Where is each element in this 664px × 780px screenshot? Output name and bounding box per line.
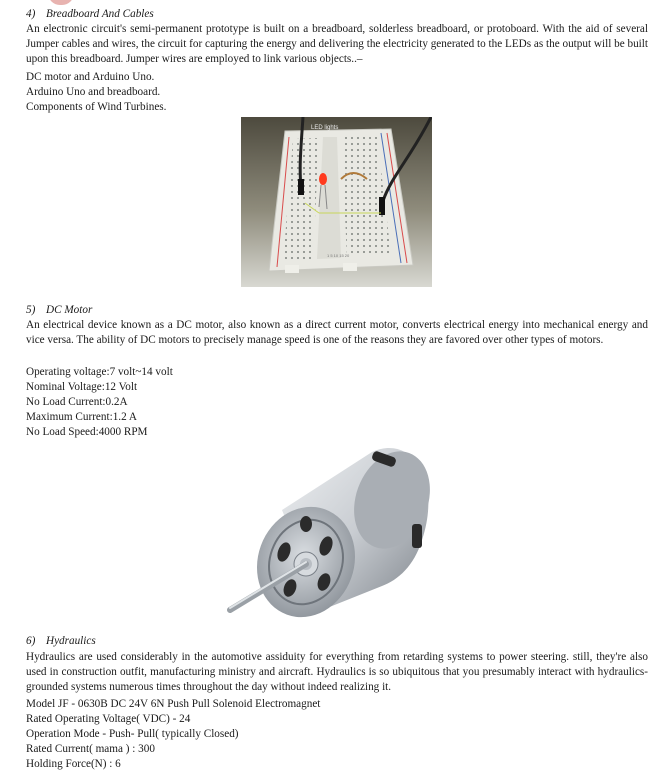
section-heading-dc-motor (26, 303, 92, 318)
page-top-decoration (48, 0, 74, 5)
breadboard-line-2: Arduino Uno and breadboard. (26, 86, 161, 98)
breadboard-image (241, 117, 432, 287)
section-title: Hydraulics (46, 635, 96, 647)
hydraulics-spec-5: Holding Force(N) : 6 (26, 758, 121, 770)
section-number: 4) (26, 8, 36, 20)
section-title: DC Motor (46, 304, 93, 316)
dc-motor-spec-4: Maximum Current:1.2 A (26, 411, 137, 423)
led-label: LED lights (311, 125, 339, 131)
hydraulics-paragraph: Hydraulics are used considerably in the automotive assiduity for everything from retarding systems to power steering. still, they're also used in construction outfit, manufacturing ministry and aircraft. Hydraulics is so ubiquitous that you presumably interact with hydraulics- grounded systems numerous times throughout the day without indeed realizing it. (26, 651, 648, 694)
dc-motor-spec-3: No Load Current:0.2A (26, 396, 128, 408)
breadboard-paragraph: An electronic circuit's semi-permanent prototype is built on a breadboard, solderless breadboard, or protoboard. With the aid of several Jumper cables and wires, the circuit for capturing the energy and delivering the electricity generated to the LEDs as the output will be built upon this breadboard. Jumper wires are employed to link various objects..– (26, 23, 648, 66)
section-number: 5) (26, 304, 36, 316)
breadboard-line-1: DC motor and Arduino Uno. (26, 71, 155, 83)
section-number: 6) (26, 635, 36, 647)
hydraulics-spec-3: Operation Mode - Push- Pull( typically Closed) (26, 728, 239, 740)
dc-motor-spec-2: Nominal Voltage:12 Volt (26, 381, 138, 393)
hydraulics-spec-4: Rated Current( mama ) : 300 (26, 743, 155, 755)
dc-motor-spec-1: Operating voltage:7 volt~14 volt (26, 366, 173, 378)
dc-motor-paragraph: An electrical device known as a DC motor, also known as a direct current motor, converts electrical energy into mechanical energy and vice versa. The ability of DC motors to precisely manage speed is one of the reasons they are favored over other types of motors. (26, 319, 648, 347)
section-heading-breadboard (26, 7, 154, 22)
hydraulics-spec-2: Rated Operating Voltage( VDC) - 24 (26, 713, 191, 725)
section-heading-hydraulics (26, 634, 96, 649)
board-column-numbers: 1 5 10 15 20 (327, 253, 350, 258)
section-title: Breadboard And Cables (46, 8, 154, 20)
dc-motor-spec-5: No Load Speed:4000 RPM (26, 426, 148, 438)
dc-motor-image (222, 440, 447, 618)
breadboard-line-3: Components of Wind Turbines. (26, 101, 167, 113)
hydraulics-spec-1: Model JF - 0630B DC 24V 6N Push Pull Solenoid Electromagnet (26, 698, 321, 710)
led (319, 173, 327, 185)
